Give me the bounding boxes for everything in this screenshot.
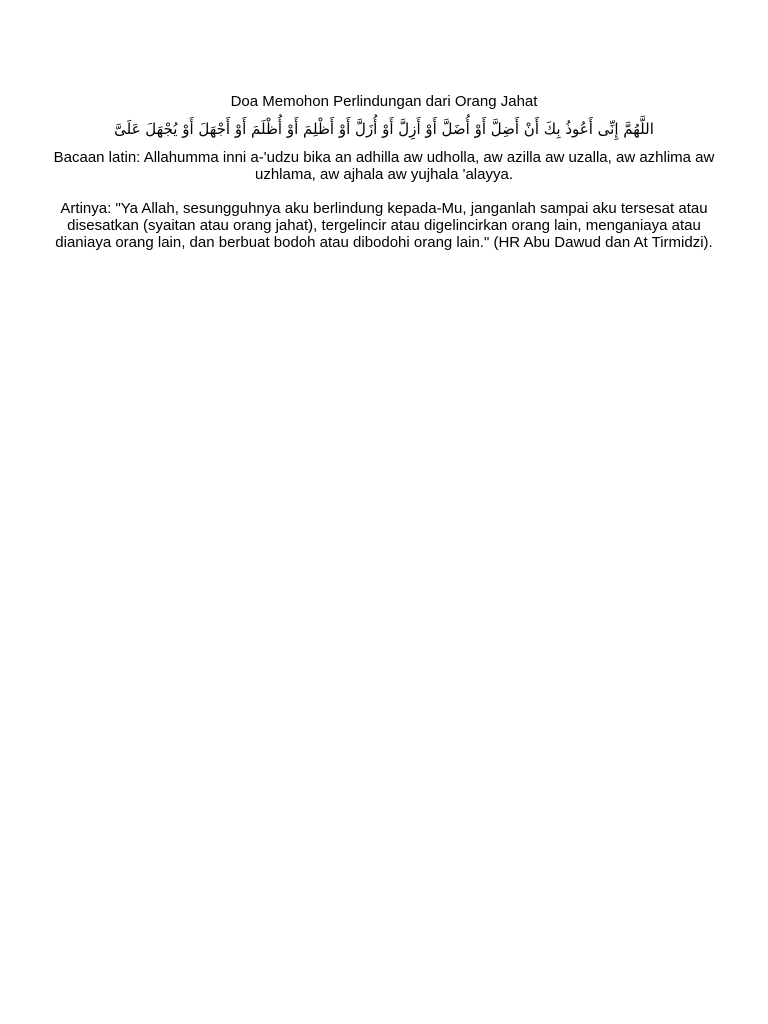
translation-paragraph: Artinya: "Ya Allah, sesungguhnya aku berlindung kepada-Mu, janganlah sampai aku tersesat atau disesatkan (syaitan atau orang jahat), tergelincir atau digelincirkan orang lain, menganiaya atau dianiaya orang lain, dan berbuat bodoh atau dibodohi orang lain." (HR Abu Dawud dan At Tirmidzi).: [55, 200, 713, 251]
document-title: Doa Memohon Perlindungan dari Orang Jahat: [230, 93, 538, 110]
document-content: [44, 93, 724, 251]
arabic-prayer-text: اللَّهُمَّ إِنِّى أَعُوذُ بِكَ أَنْ أَضِلَّ أَوْ أُضَلَّ أَوْ أَزِلَّ أَوْ أُزَلَّ أَوْ أَظْلِمَ أَوْ أُظْلَمَ أَوْ أَجْهَلَ أَوْ يُجْهَلَ عَلَىَّ: [114, 120, 654, 138]
latin-reading-paragraph: Bacaan latin: Allahumma inni a-'udzu bika an adhilla aw udholla, aw azilla aw uzalla, aw azhlima aw uzhlama, aw ajhala aw yujhala 'alayya.: [53, 149, 715, 183]
